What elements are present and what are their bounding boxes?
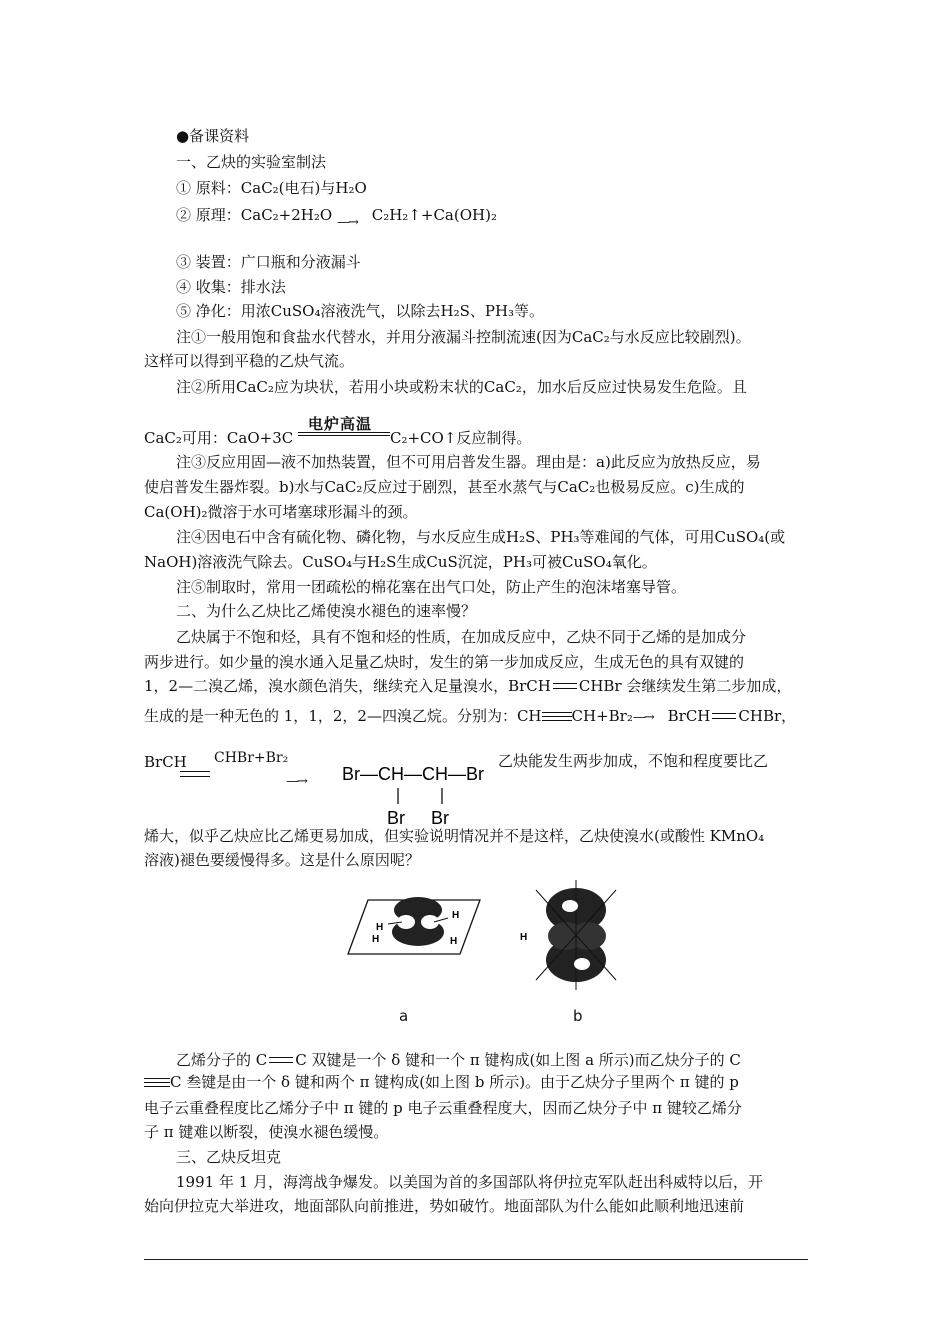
reaction-left: ② 原理：CaC₂+2H₂O xyxy=(176,206,337,224)
double-bond xyxy=(267,1054,295,1068)
h-label: H xyxy=(450,936,458,947)
heading-1: 一、乙炔的实验室制法 xyxy=(176,153,327,171)
note-5: 注⑤制取时，常用一团疏松的棉花塞在出气口处，防止产生的泡沫堵塞导管。 xyxy=(176,578,687,596)
reaction-arrow xyxy=(286,764,326,784)
double-bond xyxy=(710,710,738,724)
text-line: 乙炔能发生两步加成，不饱和程度要比乙 xyxy=(498,752,769,770)
reaction-right: C₂H₂↑+Ca(OH)₂ xyxy=(366,206,497,224)
ethylene-pi-bond-diagram xyxy=(348,897,480,954)
note-4-cont: NaOH)溶液洗气除去。CuSO₄与H₂S生成CuS沉淀，PH₃可被CuSO₄氧化。 xyxy=(144,553,657,571)
reaction-arrow xyxy=(337,205,367,225)
note-3: 注③反应用固—液不加热装置，但不可用启普发生器。理由是：a)此反应为放热反应，易 xyxy=(176,453,761,471)
text-line: ① 原料：CaC₂(电石)与H₂O xyxy=(176,179,367,197)
text-line xyxy=(144,1072,812,1092)
h-label: H xyxy=(520,932,528,943)
text-span: BrCH xyxy=(662,707,711,725)
section-header: ●备课资料 xyxy=(176,127,250,145)
equation-right: C₂+CO↑反应制得。 xyxy=(390,429,532,447)
text-span: 生成的是一种无色的 1，1，2，2—四溴乙烷。分别为：CH xyxy=(144,707,542,725)
equation-left: CaC₂可用：CaO+3C xyxy=(144,429,294,447)
condition-label: 电炉高温 xyxy=(308,415,373,433)
heading-3: 三、乙炔反坦克 xyxy=(176,1148,282,1166)
text-line: 烯大，似乎乙炔应比乙烯更易加成，但实验说明情况并不是这样，乙炔使溴水(或酸性 KMnO₄ xyxy=(144,827,765,845)
text-line xyxy=(176,1050,812,1070)
h-label: H xyxy=(372,934,380,945)
triple-bond xyxy=(542,711,572,723)
note-4: 注④因电石中含有硫化物、磷化物，与水反应生成H₂S、PH₃等难闻的气体，可用CuSO₄(或 xyxy=(176,528,786,546)
text-line: 溶液)褪色要缓慢得多。这是什么原因呢？ xyxy=(144,851,420,869)
reaction-2-reagent: CHBr+Br₂ xyxy=(214,750,289,766)
heading-2: 二、为什么乙炔比乙烯使溴水褪色的速率慢？ xyxy=(176,602,477,620)
note-2-cont xyxy=(144,415,812,448)
text-line: ③ 装置：广口瓶和分液漏斗 xyxy=(176,253,361,271)
text-line: 始向伊拉克大举进攻，地面部队向前推进，势如破竹。地面部队为什么能如此顺利地迅速前 xyxy=(144,1197,745,1215)
text-span: CHBr 会继续发生第二步加成， xyxy=(578,677,792,695)
condition-arrow xyxy=(298,415,390,448)
double-bond xyxy=(551,680,579,694)
triple-bond xyxy=(144,1077,170,1089)
text-line: 乙炔属于不饱和烃，具有不饱和烃的性质，在加成反应中，乙炔不同于乙烯的是加成分 xyxy=(176,628,747,646)
text-line: 子 π 键难以断裂，使溴水褪色缓慢。 xyxy=(144,1123,389,1141)
note-3-cont: Ca(OH)₂微溶于水可堵塞球形漏斗的颈。 xyxy=(144,503,418,521)
footer-rule xyxy=(144,1259,808,1260)
note-1: 注①一般用饱和食盐水代替水，并用分液漏斗控制流速(因为CaC₂与水反应比较剧烈)。 xyxy=(176,328,751,346)
acetylene-pi-bond-diagram xyxy=(520,880,616,990)
text-line: ④ 收集：排水法 xyxy=(176,278,286,296)
structure-br-left: Br xyxy=(387,808,405,828)
structure-chain: Br—CH—CH—Br xyxy=(342,764,484,784)
text-line xyxy=(144,706,812,726)
text-line: 电子云重叠程度比乙烯分子中 π 键的 p 电子云重叠程度大，因而乙炔分子中 π 键较乙烯分 xyxy=(144,1099,742,1117)
electron-cloud-figure xyxy=(330,870,620,1010)
text-span: C 双键是一个 δ 键和一个 π 键构成(如上图 a 所示)而乙炔分子的 C xyxy=(295,1051,741,1069)
note-3-cont: 使启普发生器炸裂。b)水与CaC₂反应过于剧烈，甚至水蒸气与CaC₂也极易反应。c)生成的 xyxy=(144,478,745,496)
text-line: 两步进行。如少量的溴水通入足量乙炔时，发生的第一步加成反应，生成无色的具有双键的 xyxy=(144,653,745,671)
text-span: CH+Br₂ xyxy=(571,707,633,725)
tetrabromoethane-structure xyxy=(338,760,518,832)
structure-br-right: Br xyxy=(431,808,449,828)
figure-label-a: a xyxy=(399,1007,409,1025)
text-span: CHBr， xyxy=(738,707,797,725)
h-label: H xyxy=(376,922,384,933)
figure-label-b: b xyxy=(573,1007,583,1025)
double-bond xyxy=(178,764,212,783)
note-1-cont: 这样可以得到平稳的乙炔气流。 xyxy=(144,352,355,370)
text-span: 1，2—二溴乙烯，溴水颜色消失，继续充入足量溴水，BrCH xyxy=(144,677,551,695)
text-line: ⑤ 净化：用浓CuSO₄溶液洗气，以除去H₂S、PH₃等。 xyxy=(176,302,545,320)
text-span: BrCH xyxy=(144,753,187,771)
h-label: H xyxy=(452,910,460,921)
reaction-arrow xyxy=(633,700,663,720)
text-line: 1991 年 1 月，海湾战争爆发。以美国为首的多国部队将伊拉克军队赶出科威特以后，开 xyxy=(176,1173,764,1191)
text-line xyxy=(144,676,812,696)
note-2: 注②所用CaC₂应为块状，若用小块或粉末状的CaC₂，加水后反应过快易发生危险。且 xyxy=(176,378,747,396)
text-span: C 叁键是由一个 δ 键和两个 π 键构成(如上图 b 所示)。由于乙炔分子里两个 π 键的 p xyxy=(170,1073,739,1091)
reaction-line xyxy=(176,205,812,225)
text-span: 乙烯分子的 C xyxy=(176,1051,268,1069)
